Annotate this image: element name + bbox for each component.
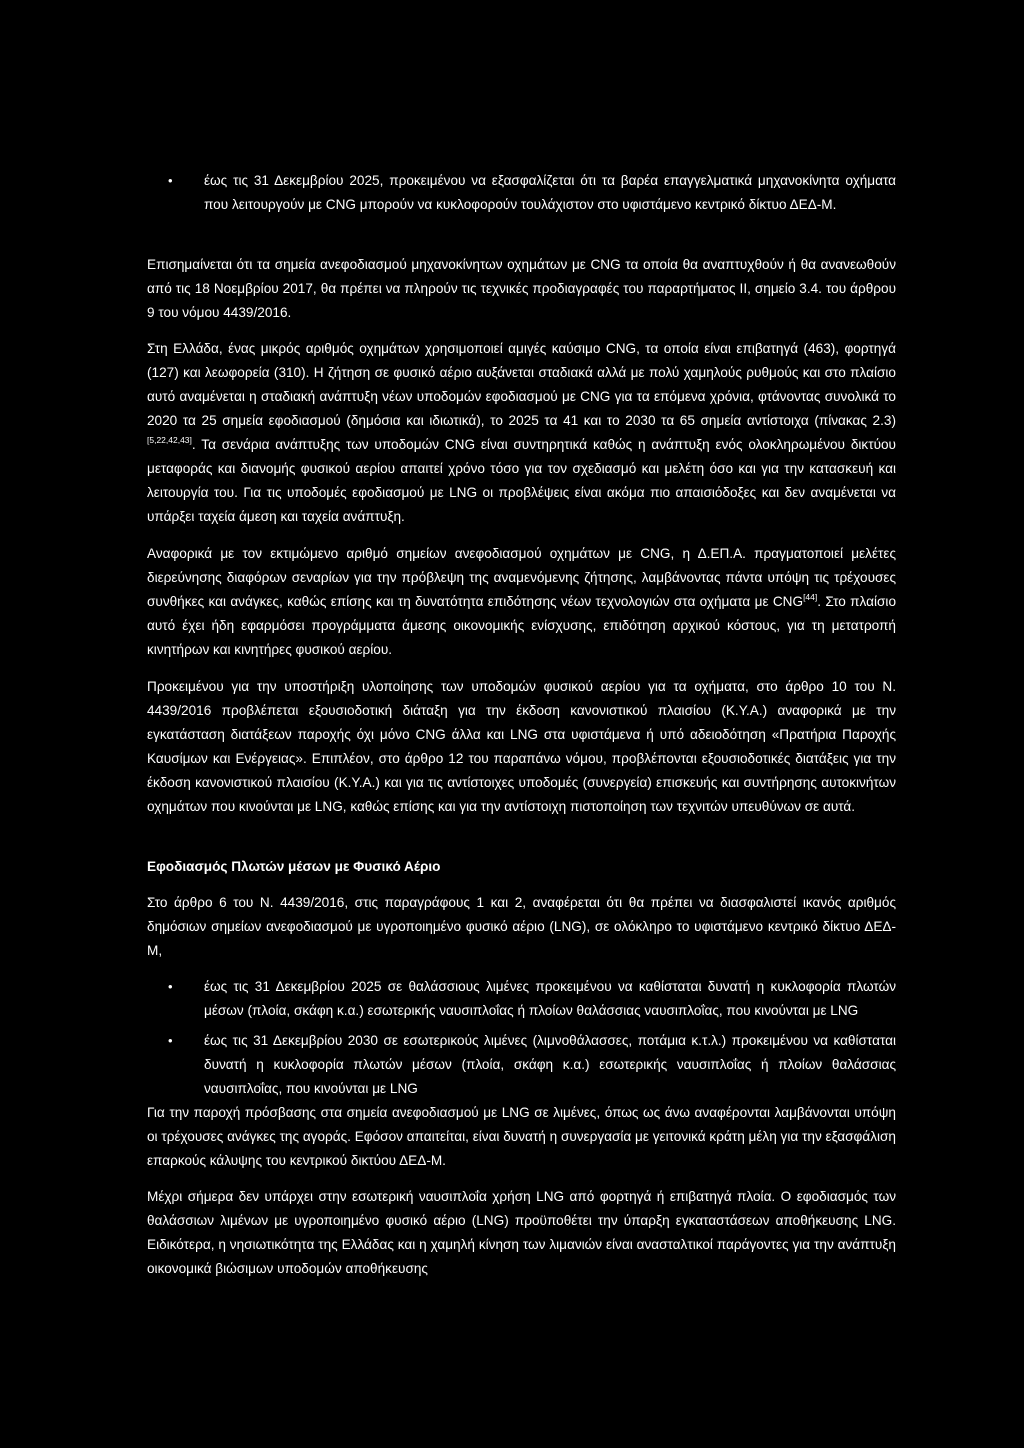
section-heading: Εφοδιασμός Πλωτών μέσων με Φυσικό Αέριο [147, 859, 441, 874]
paragraph-lng-shipping: Μέχρι σήμερα δεν υπάρχει στην εσωτερική ναυσιπλοΐα χρήση LNG από φορτηγά ή επιβατηγά πλοία. Ο εφοδιασμός των θαλάσσιων λιμένων με υγροποιημένο φυσικό αέριο (LNG) προϋποθέτει την ύπαρξη εγκαταστάσεων αποθήκευσης LNG. Ειδικότερα, η νησιωτικότητα της Ελλάδας και η χαμηλή κίνηση των λιμανιών είναι ανασταλτικοί παράγοντες για την ανάπτυξη οικονομικά βιώσιμων υποδομών αποθήκευσης [147, 1189, 896, 1276]
ports-bullet-list [147, 975, 896, 1101]
bullet-icon: • [168, 979, 173, 994]
paragraph-text: . Τα σενάρια ανάπτυξης των υποδομών CNG είναι συντηρητικά καθώς η ανάπτυξη ενός ολοκληρωμένου δικτύου μεταφοράς και διανομής φυσικού αερίου απαιτεί χρόνο τόσο για τον σχεδιασμό και μελέτη όσο και για την κατασκευή και λειτουργία του. Για τις υποδομές εφοδιασμού με LNG οι προβλέψεις είναι ακόμα πιο απαισιόδοξες και δεν αναμένεται να υπάρξει ταχεία άμεση και ταχεία ανάπτυξη. [147, 437, 896, 524]
paragraph-cng-specifications: Επισημαίνεται ότι τα σημεία ανεφοδιασμού μηχανοκίνητων οχημάτων με CNG τα οποία θα αναπτυχθούν ή θα ανανεωθούν από τις 18 Νοεμβρίου 2017, θα πρέπει να πληρούν τις τεχνικές προδιαγραφές του παραρτήματος II, σημείο 3.4. του άρθρου 9 του νόμου 4439/2016. [147, 257, 896, 320]
document-page [147, 169, 896, 1281]
paragraph-law-article-10: Προκειμένου για την υποστήριξη υλοποίησης των υποδομών φυσικού αερίου για τα οχήματα, στο άρθρο 10 του Ν. 4439/2016 προβλέπεται εξουσιοδοτική διάταξη για την έκδοση κανονιστικού πλαισίου (Κ.Υ.Α.) αναφορικά με την εγκατάσταση διατάξεων παροχής όχι μόνο CNG άλλα και LNG στα υφιστάμενα ή υπό αδειοδότηση «Πρατήρια Παροχής Καυσίμων και Ενέργειας». Επιπλέον, στο άρθρο 12 του παραπάνω νόμου, προβλέπονται εξουσιοδοτικές διατάξεις για την έκδοση κανονιστικού πλαισίου (Κ.Υ.Α.) και για τις αντίστοιχες υποδομές (συνεργεία) επισκευής και συντήρησης αυτοκινήτων οχημάτων που κινούνται με LNG, καθώς επίσης και για την αντίστοιχη πιστοποίηση των τεχνιτών υπευθύνων σε αυτά. [147, 679, 896, 814]
paragraph-text: Στη Ελλάδα, ένας μικρός αριθμός οχημάτων χρησιμοποιεί αμιγές καύσιμο CNG, τα οποία είναι επιβατηγά (463), φορτηγά (127) και λεωφορεία (310). Η ζήτηση σε φυσικό αέριο αυξάνεται σταδιακά αλλά με πολύ χαμηλούς ρυθμούς και στο πλαίσιο αυτό αναμένεται η σταδιακή ανάπτυξη νέων υποδομών εφοδιασμού με CNG για τα επόμενα χρόνια, φτάνοντας συνολικά το 2020 τα 25 σημεία εφοδιασμού (δημόσια και ιδιωτικά), το 2025 τα 41 και το 2030 τα 65 σημεία αντίστοιχα (πίνακας 2.3) [147, 341, 896, 428]
bullet-text: έως τις 31 Δεκεμβρίου 2025, προκειμένου να εξασφαλίζεται ότι τα βαρέα επαγγελματικά μηχανοκίνητα οχήματα που λειτουργούν με CNG μπορούν να κυκλοφορούν τουλάχιστον στο υφιστάμενο κεντρικό δίκτυο ΔΕΔ-Μ. [204, 173, 896, 212]
list-item [147, 169, 896, 217]
list-item [147, 1029, 896, 1101]
paragraph-depa-studies [147, 542, 896, 662]
paragraph-law-article-6: Στο άρθρο 6 του Ν. 4439/2016, στις παραγράφους 1 και 2, αναφέρεται ότι θα πρέπει να διασφαλιστεί ικανός αριθμός δημόσιων σημείων ανεφοδιασμού με υγροποιημένο φυσικό αέριο (LNG), σε ολόκληρο το υφιστάμενο κεντρικό δίκτυο ΔΕΔ-Μ, [147, 895, 896, 958]
paragraph-greece-cng-status [147, 337, 896, 529]
intro-bullet-list [147, 169, 896, 217]
reference-citation: [5,22,42,43] [147, 435, 192, 445]
list-item [147, 975, 896, 1023]
bullet-text: έως τις 31 Δεκεμβρίου 2025 σε θαλάσσιους λιμένες προκειμένου να καθίσταται δυνατή η κυκλοφορία πλωτών μέσων (πλοία, σκάφη κ.α.) εσωτερικής ναυσιπλοΐας ή πλοίων θαλάσσιας ναυσιπλοΐας, που κινούνται με LNG [204, 979, 896, 1018]
bullet-icon: • [168, 1033, 173, 1048]
paragraph-text: . Στο πλαίσιο αυτό έχει ήδη εφαρμόσει προγράμματα άμεσης οικονομικής ενίσχυσης, επιδότηση αρχικού κόστους, για τη μετατροπή κινητήρων και κινητήρες φυσικού αερίου. [147, 594, 896, 657]
paragraph-text: Αναφορικά με τον εκτιμώμενο αριθμό σημείων ανεφοδιασμού οχημάτων με CNG, η Δ.ΕΠ.Α. πραγματοποιεί μελέτες διερεύνησης διαφόρων σεναρίων για την πρόβλεψη της αναμενόμενης ζήτησης, λαμβάνοντας πάντα υπόψη τις τρέχουσες συνθήκες και ανάγκες, καθώς επίσης και τη δυνατότητα επιδότησης νέων τεχνολογιών στα οχήματα με CNG [147, 546, 896, 609]
bullet-icon: • [168, 173, 173, 188]
paragraph-port-access: Για την παροχή πρόσβασης στα σημεία ανεφοδιασμού με LNG σε λιμένες, όπως ως άνω αναφέρονται λαμβάνονται υπόψη οι τρέχουσες ανάγκες της αγοράς. Εφόσον απαιτείται, είναι δυνατή η συνεργασία με γειτονικά κράτη μέλη για την εξασφάλιση επαρκούς κάλυψης του κεντρικού δικτύου ΔΕΔ-Μ. [147, 1105, 896, 1168]
bullet-text: έως τις 31 Δεκεμβρίου 2030 σε εσωτερικούς λιμένες (λιμνοθάλασσες, ποτάμια κ.τ.λ.) προκειμένου να καθίσταται δυνατή η κυκλοφορία πλωτών μέσων (πλοία, σκάφη κ.α.) εσωτερικής ναυσιπλοΐας ή πλοίων θαλάσσιας ναυσιπλοΐας, που κινούνται με LNG [204, 1033, 896, 1096]
reference-citation: [44] [803, 592, 818, 602]
